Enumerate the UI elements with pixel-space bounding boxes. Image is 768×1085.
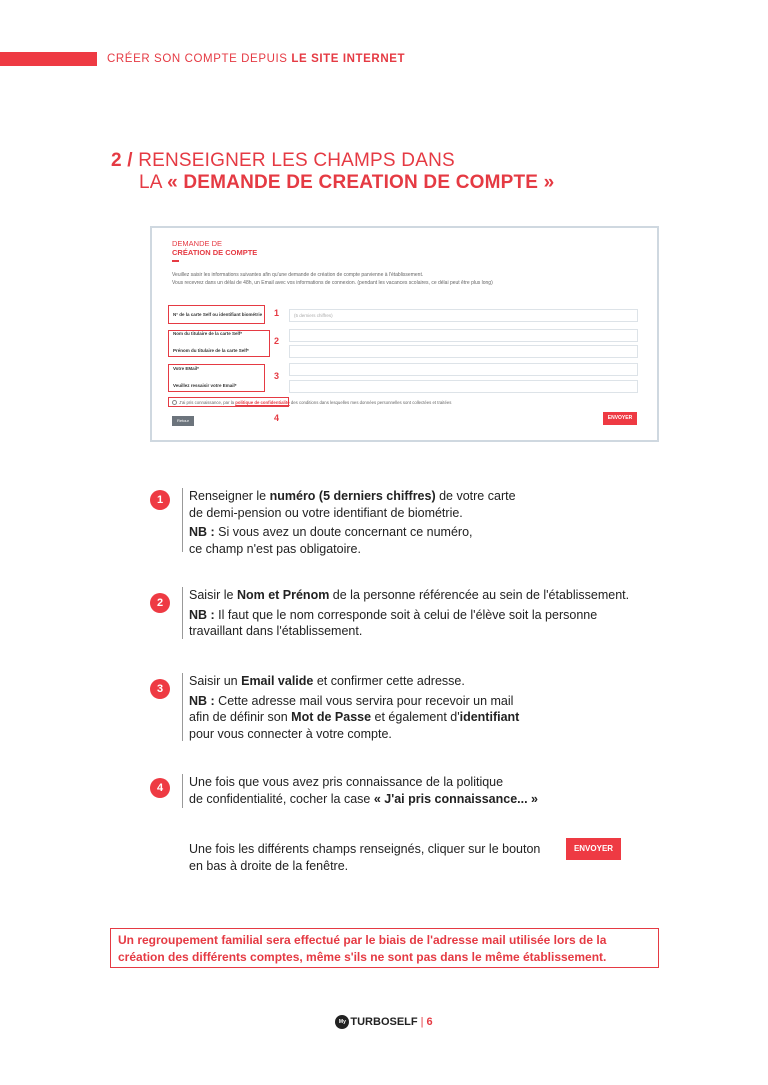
firstname-field[interactable] — [289, 345, 638, 358]
form-heading-1: DEMANDE DE — [172, 239, 223, 248]
header-accent-bar — [0, 52, 97, 66]
send-button-illustration: ENVOYER — [566, 838, 621, 860]
label-email: Votre EMail* — [173, 366, 199, 371]
step-rule-3 — [182, 673, 183, 741]
header-title-bold: LE SITE INTERNET — [291, 53, 406, 65]
footer — [0, 1015, 768, 1029]
form-screenshot — [150, 226, 659, 442]
send-button-form[interactable]: ENVOYER — [603, 412, 637, 425]
form-heading-2: CRÉATION DE COMPTE — [172, 248, 258, 257]
form-intro: Veuillez saisir les informations suivantes afin qu'une demande de création de compte parvienne à l'établissement. Vous recevrez dans un délai de 48h, un Email avec vos informations de connexion. (pendant les vacances scolaires, ce délai peut être plus long) — [172, 272, 493, 286]
privacy-checkbox[interactable] — [172, 400, 177, 405]
email-confirm-field[interactable] — [289, 380, 638, 393]
page-number: 6 — [426, 1015, 433, 1028]
section-title-line1: 2 / RENSEIGNER LES CHAMPS DANS — [111, 150, 455, 171]
label-email-confirm: Veuillez ressaisir votre Email* — [173, 383, 237, 388]
privacy-checkbox-row[interactable]: J'ai pris connaissance, par la politique de confidentialité des conditions dans lesquelles mes données personnelles sont collectées et traitées — [172, 400, 451, 405]
section-title-line2: LA « DEMANDE DE CREATION DE COMPTE » — [139, 172, 555, 193]
final-instruction: Une fois les différents champs renseignés, cliquer sur le bouton en bas à droite de la fenêtre. — [189, 842, 541, 873]
step-text-3: Saisir un Email valide et confirmer cette adresse. NB : Cette adresse mail vous servira pour recevoir un mail afin de définir son Mot de Passe et également d'identifiant pour vous connecter à votre compte. — [189, 674, 520, 741]
footer-separator: | — [420, 1015, 424, 1028]
form-heading-underline — [172, 260, 179, 262]
step-rule-2 — [182, 587, 183, 639]
step-rule-4 — [182, 774, 183, 808]
family-grouping-note: Un regroupement familial sera effectué par le biais de l'adresse mail utilisée lors de la création des différents comptes, même s'ils ne sont pas dans le même établissement. — [110, 928, 659, 968]
privacy-policy-link[interactable]: politique de confidentialité — [235, 400, 290, 405]
header-title — [107, 52, 405, 66]
marker-2: 2 — [274, 336, 280, 346]
step-text-1: Renseigner le numéro (5 derniers chiffres) de votre carte de demi-pension ou votre identifiant de biométrie. NB : Si vous avez un doute concernant ce numéro, ce champ n'est pas obligatoire. — [189, 489, 516, 556]
label-firstname: Prénom du titulaire de la carte Self* — [173, 348, 249, 353]
marker-3: 3 — [274, 371, 280, 381]
section-number: 2 / — [111, 150, 133, 171]
step-badge-3: 3 — [150, 679, 170, 699]
marker-4: 4 — [274, 413, 280, 423]
step-text-4: Une fois que vous avez pris connaissance de la politique de confidentialité, cocher la case « J'ai pris connaissance... » — [189, 775, 539, 806]
section-title — [111, 150, 554, 194]
step-rule-1 — [182, 488, 183, 552]
header-title-plain: CRÉER SON COMPTE DEPUIS — [107, 53, 292, 65]
back-button[interactable]: Retour — [172, 416, 194, 426]
step-text-2: Saisir le Nom et Prénom de la personne référencée au sein de l'établissement. NB : Il faut que le nom corresponde soit à celui de l'élève soit la personne travaillant dans l'établissement. — [189, 588, 630, 638]
step-badge-4: 4 — [150, 778, 170, 798]
step-badge-2: 2 — [150, 593, 170, 613]
label-name: Nom du titulaire de la carte Self* — [173, 331, 243, 336]
marker-1: 1 — [274, 308, 280, 318]
turboself-logo-icon: My — [335, 1015, 349, 1029]
email-field[interactable] — [289, 363, 638, 376]
step-badge-1: 1 — [150, 490, 170, 510]
label-card-number: N° de la carte Self ou identifiant biométrie — [173, 312, 263, 317]
name-field[interactable] — [289, 329, 638, 342]
card-number-field[interactable]: (5 derniers chiffres) — [289, 309, 638, 322]
brand-name: TURBOSELF — [350, 1015, 418, 1028]
